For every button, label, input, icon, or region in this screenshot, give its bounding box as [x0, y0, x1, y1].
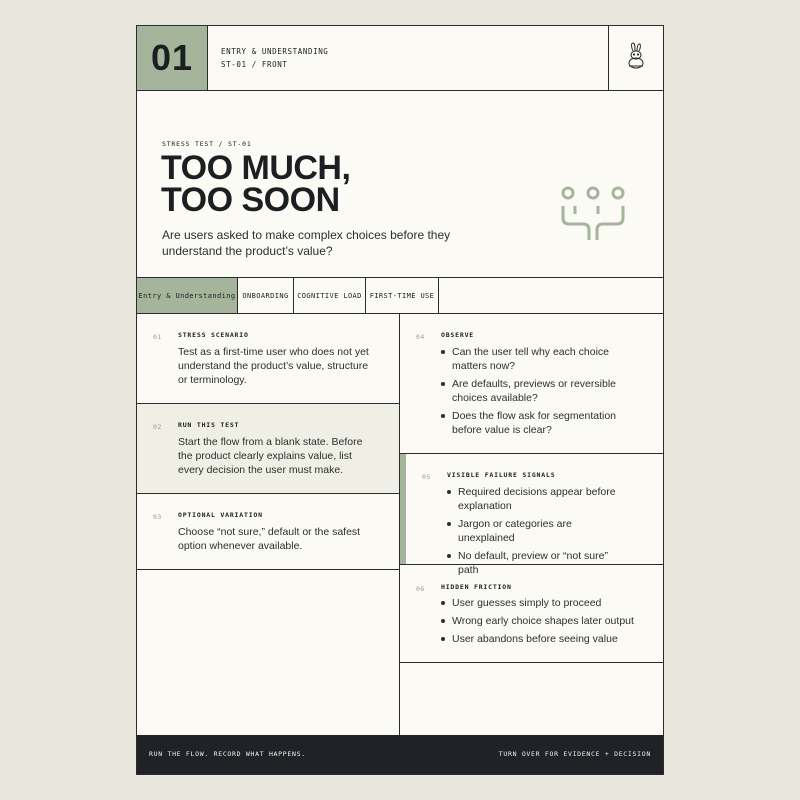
panel-number: 01 [153, 333, 162, 341]
logo [608, 26, 663, 90]
rabbit-mascot-icon [625, 42, 647, 75]
panel-heading: OPTIONAL VARIATION [178, 511, 263, 519]
panel-body: Start the flow from a blank state. Before the product clearly explains value, list every decision the user must make. [178, 436, 363, 476]
observe-list [441, 345, 646, 441]
list-item: Are defaults, previews or reversible choices available? [441, 377, 646, 405]
card-footer [137, 735, 663, 774]
list-item: Jargon or categories are unexplained [447, 517, 627, 545]
tab-first-time-use[interactable]: FIRST-TIME USE [366, 278, 439, 313]
list-item: User guesses simply to proceed [441, 596, 646, 610]
panel-hidden-friction [400, 565, 663, 663]
card-number: 01 [137, 26, 208, 90]
panel-number: 03 [153, 513, 162, 521]
panel-run-this-test [137, 404, 400, 494]
panel-optional-variation [137, 494, 400, 570]
panel-number: 02 [153, 423, 162, 431]
tab-entry-understanding[interactable]: Entry & Understanding [137, 278, 238, 313]
panel-body: Choose “not sure,” default or the safest option whenever available. [178, 526, 361, 552]
panel-heading: RUN THIS TEST [178, 421, 240, 429]
panel-heading: HIDDEN FRICTION [441, 583, 512, 591]
page-title [161, 149, 351, 219]
panel-heading: OBSERVE [441, 331, 474, 339]
tab-onboarding[interactable]: ONBOARDING [238, 278, 294, 313]
panel-heading: STRESS SCENARIO [178, 331, 249, 339]
panel-empty [137, 570, 400, 736]
eyebrow: STRESS TEST / ST-01 [162, 140, 252, 148]
tab-bar [137, 277, 663, 314]
footer-left-text: RUN THE FLOW. RECORD WHAT HAPPENS. [149, 750, 306, 758]
panel-heading: VISIBLE FAILURE SIGNALS [447, 471, 556, 479]
list-item: Can the user tell why each choice matters now? [441, 345, 646, 373]
header-meta [221, 45, 328, 71]
subtitle: Are users asked to make complex choices before they understand the product’s value? [162, 228, 451, 258]
panel-visible-failure-signals [400, 454, 663, 576]
panel-number: 06 [416, 585, 425, 593]
list-item: No default, preview or “not sure” path [447, 549, 627, 577]
accent-bar [400, 454, 406, 564]
panel-number: 05 [422, 473, 431, 481]
panel-number: 04 [416, 333, 425, 341]
panel-observe [400, 314, 663, 454]
list-item: User abandons before seeing value [441, 632, 646, 646]
panel-stress-scenario [137, 314, 400, 404]
list-item: Wrong early choice shapes later output [441, 614, 646, 628]
list-item: Required decisions appear before explanation [447, 485, 627, 513]
panel-body: Test as a first-time user who does not yet understand the product’s value, structure or terminology. [178, 346, 369, 386]
stress-test-card [136, 25, 664, 775]
title-line-2: TOO SOON [161, 181, 340, 219]
title-line-1: TOO MUCH, [161, 149, 351, 187]
hidden-friction-list [441, 596, 646, 650]
list-item: Does the flow ask for segmentation before value is clear? [441, 409, 646, 437]
card-header [137, 26, 663, 91]
section-name: ENTRY & UNDERSTANDING [221, 47, 329, 56]
footer-right-text: TURN OVER FOR EVIDENCE + DECISION [498, 750, 651, 758]
card-code: ST-01 / FRONT [221, 60, 288, 69]
branching-choices-icon [559, 184, 627, 247]
tab-cognitive-load[interactable]: COGNITIVE LOAD [294, 278, 366, 313]
